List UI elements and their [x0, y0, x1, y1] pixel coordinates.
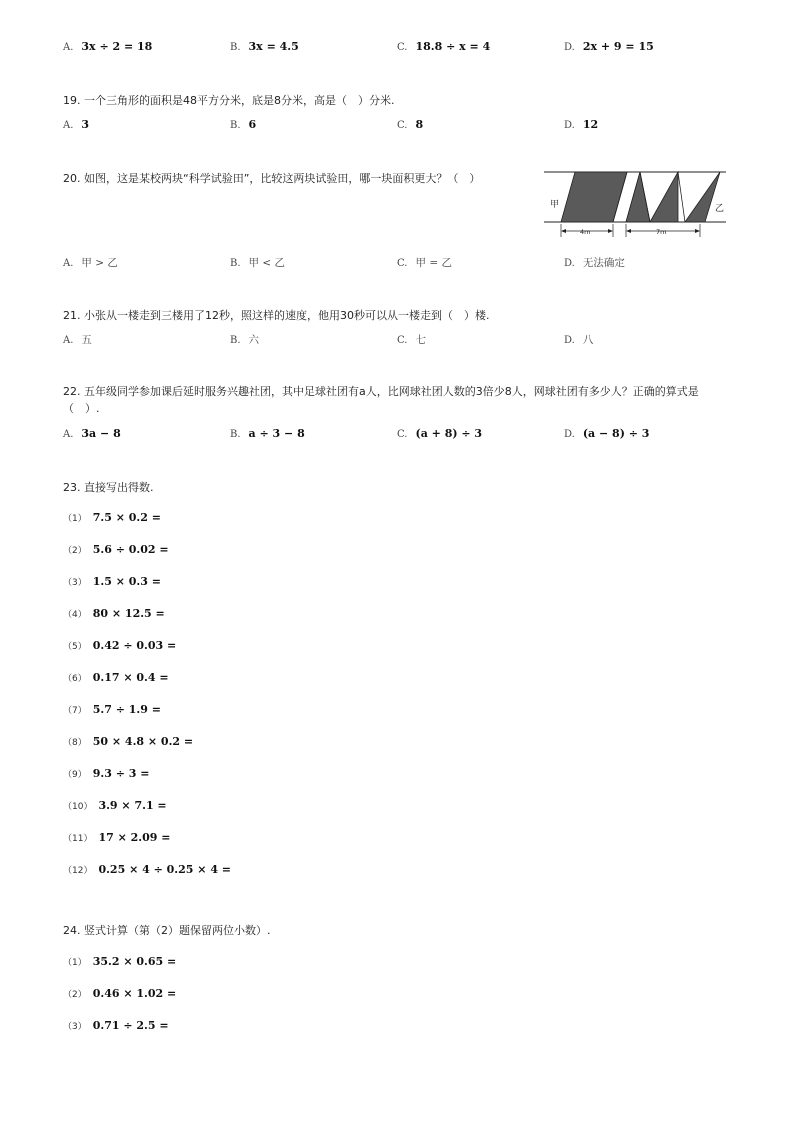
q22-option-a[interactable]: [63, 427, 121, 440]
q21-question: 21. 小张从一楼走到三楼用了12秒，照这样的速度，他用30秒可以从一楼走到（ ）楼.: [63, 309, 490, 322]
q19-option-c[interactable]: [397, 118, 423, 131]
option-label: D.: [564, 258, 575, 269]
option-value: a ÷ 3 − 8: [248, 427, 305, 440]
item-number: （12）: [63, 866, 93, 876]
q23-item-11: [63, 831, 170, 844]
option-label: B.: [230, 258, 241, 269]
option-value: 八: [582, 334, 594, 346]
q18-option-a[interactable]: [63, 40, 152, 53]
q23-item-1: [63, 511, 161, 524]
option-value: 六: [248, 334, 260, 346]
option-label: C.: [397, 120, 408, 131]
parallelogram-jia: [561, 172, 627, 222]
option-value: 甲 = 乙: [415, 257, 452, 269]
item-expression: 7.5 × 0.2 =: [92, 511, 161, 524]
option-label: A.: [63, 429, 74, 440]
q20-option-d[interactable]: [564, 255, 625, 270]
q22-question: 22. 五年级同学参加课后延时服务兴趣社团，其中足球社团有a人，比网球社团人数的3倍少8人，网球社团有多少人？正确的算式是（ ）.: [63, 385, 699, 415]
q24-item-2: [63, 987, 176, 1000]
label-yi: 乙: [715, 204, 725, 214]
q22-option-b[interactable]: [230, 427, 305, 440]
dim-left: 4m: [580, 228, 591, 236]
q19-option-d[interactable]: [564, 118, 598, 131]
item-number: （4）: [63, 610, 87, 620]
q21-option-c[interactable]: [397, 332, 426, 347]
q18-option-d[interactable]: [564, 40, 654, 53]
option-value: 无法确定: [582, 257, 625, 269]
q23-item-5: [63, 639, 176, 652]
option-value: 6: [248, 118, 257, 131]
item-expression: 50 × 4.8 × 0.2 =: [92, 735, 194, 748]
q24-question: 24. 竖式计算（第（2）题保留两位小数）.: [63, 924, 271, 937]
q23-item-8: [63, 735, 193, 748]
q20-field-figure: [540, 165, 730, 243]
option-value: 2x + 9 = 15: [582, 40, 654, 53]
label-jia: 甲: [550, 200, 560, 210]
q23-item-6: [63, 671, 169, 684]
triangle-yi-2: [650, 172, 678, 222]
q18-option-c[interactable]: [397, 40, 490, 53]
item-number: （11）: [63, 834, 93, 844]
q22-option-c[interactable]: [397, 427, 482, 440]
item-expression: 0.25 × 4 ÷ 0.25 × 4 =: [98, 863, 232, 876]
triangle-yi-3: [685, 172, 720, 222]
q24-item-1: [63, 955, 176, 968]
q23-item-3: [63, 575, 161, 588]
dim-right: 7m: [656, 228, 667, 236]
option-value: 18.8 ÷ x = 4: [415, 40, 491, 53]
q20-option-a[interactable]: [63, 255, 118, 270]
option-label: A.: [63, 335, 74, 346]
item-expression: 9.3 ÷ 3 =: [92, 767, 150, 780]
option-value: (a + 8) ÷ 3: [415, 427, 483, 440]
item-number: （1）: [63, 958, 87, 968]
option-value: 12: [582, 118, 599, 131]
q23-item-4: [63, 607, 165, 620]
q20-option-b[interactable]: [230, 255, 285, 270]
q19-question: 19. 一个三角形的面积是48平方分米，底是8分米，高是（ ）分米.: [63, 94, 395, 107]
item-number: （9）: [63, 770, 87, 780]
option-label: B.: [230, 335, 241, 346]
item-expression: 17 × 2.09 =: [98, 831, 171, 844]
item-expression: 0.42 ÷ 0.03 =: [92, 639, 177, 652]
item-number: （7）: [63, 706, 87, 716]
option-label: D.: [564, 42, 575, 53]
item-expression: 80 × 12.5 =: [92, 607, 165, 620]
item-expression: 35.2 × 0.65 =: [92, 955, 177, 968]
q21-option-a[interactable]: [63, 332, 92, 347]
q19-option-b[interactable]: [230, 118, 256, 131]
option-label: B.: [230, 429, 241, 440]
q20-option-c[interactable]: [397, 255, 452, 270]
option-label: A.: [63, 258, 74, 269]
q23-item-12: [63, 863, 231, 876]
option-label: D.: [564, 335, 575, 346]
option-value: 甲 > 乙: [81, 257, 118, 269]
q23-item-2: [63, 543, 169, 556]
option-value: 3: [81, 118, 90, 131]
option-value: 3a − 8: [81, 427, 121, 440]
option-value: 3x ÷ 2 = 18: [81, 40, 153, 53]
item-number: （5）: [63, 642, 87, 652]
q21-option-d[interactable]: [564, 332, 593, 347]
triangle-yi-1: [626, 172, 650, 222]
q23-item-7: [63, 703, 161, 716]
option-label: C.: [397, 429, 408, 440]
option-label: D.: [564, 120, 575, 131]
item-number: （3）: [63, 578, 87, 588]
q23-item-9: [63, 767, 149, 780]
option-label: C.: [397, 42, 408, 53]
option-label: B.: [230, 120, 241, 131]
item-number: （3）: [63, 1022, 87, 1032]
q22-option-d[interactable]: [564, 427, 649, 440]
q20-question: 20. 如图，这是某校两块“科学试验田”，比较这两块试验田，哪一块面积更大？（ ）: [63, 172, 481, 185]
q23-question: 23. 直接写出得数.: [63, 481, 154, 494]
option-value: 8: [415, 118, 424, 131]
item-number: （2）: [63, 546, 87, 556]
option-label: B.: [230, 42, 241, 53]
option-label: A.: [63, 120, 74, 131]
option-value: 甲 < 乙: [248, 257, 286, 269]
item-expression: 1.5 × 0.3 =: [92, 575, 161, 588]
option-label: C.: [397, 335, 408, 346]
item-expression: 5.6 ÷ 0.02 =: [92, 543, 169, 556]
item-expression: 5.7 ÷ 1.9 =: [92, 703, 161, 716]
item-number: （6）: [63, 674, 87, 684]
q18-option-b[interactable]: [230, 40, 299, 53]
item-number: （2）: [63, 990, 87, 1000]
option-value: 五: [81, 334, 92, 346]
item-expression: 0.46 × 1.02 =: [92, 987, 177, 1000]
option-value: 七: [415, 334, 426, 346]
item-expression: 0.71 ÷ 2.5 =: [92, 1019, 169, 1032]
option-value: (a − 8) ÷ 3: [582, 427, 650, 440]
item-number: （10）: [63, 802, 93, 812]
item-expression: 0.17 × 0.4 =: [92, 671, 169, 684]
q24-item-3: [63, 1019, 169, 1032]
option-label: C.: [397, 258, 408, 269]
item-expression: 3.9 × 7.1 =: [98, 799, 167, 812]
option-label: D.: [564, 429, 575, 440]
option-value: 3x = 4.5: [248, 40, 299, 53]
item-number: （8）: [63, 738, 87, 748]
option-label: A.: [63, 42, 74, 53]
q23-item-10: [63, 799, 167, 812]
item-number: （1）: [63, 514, 87, 524]
q21-option-b[interactable]: [230, 332, 259, 347]
q19-option-a[interactable]: [63, 118, 89, 131]
